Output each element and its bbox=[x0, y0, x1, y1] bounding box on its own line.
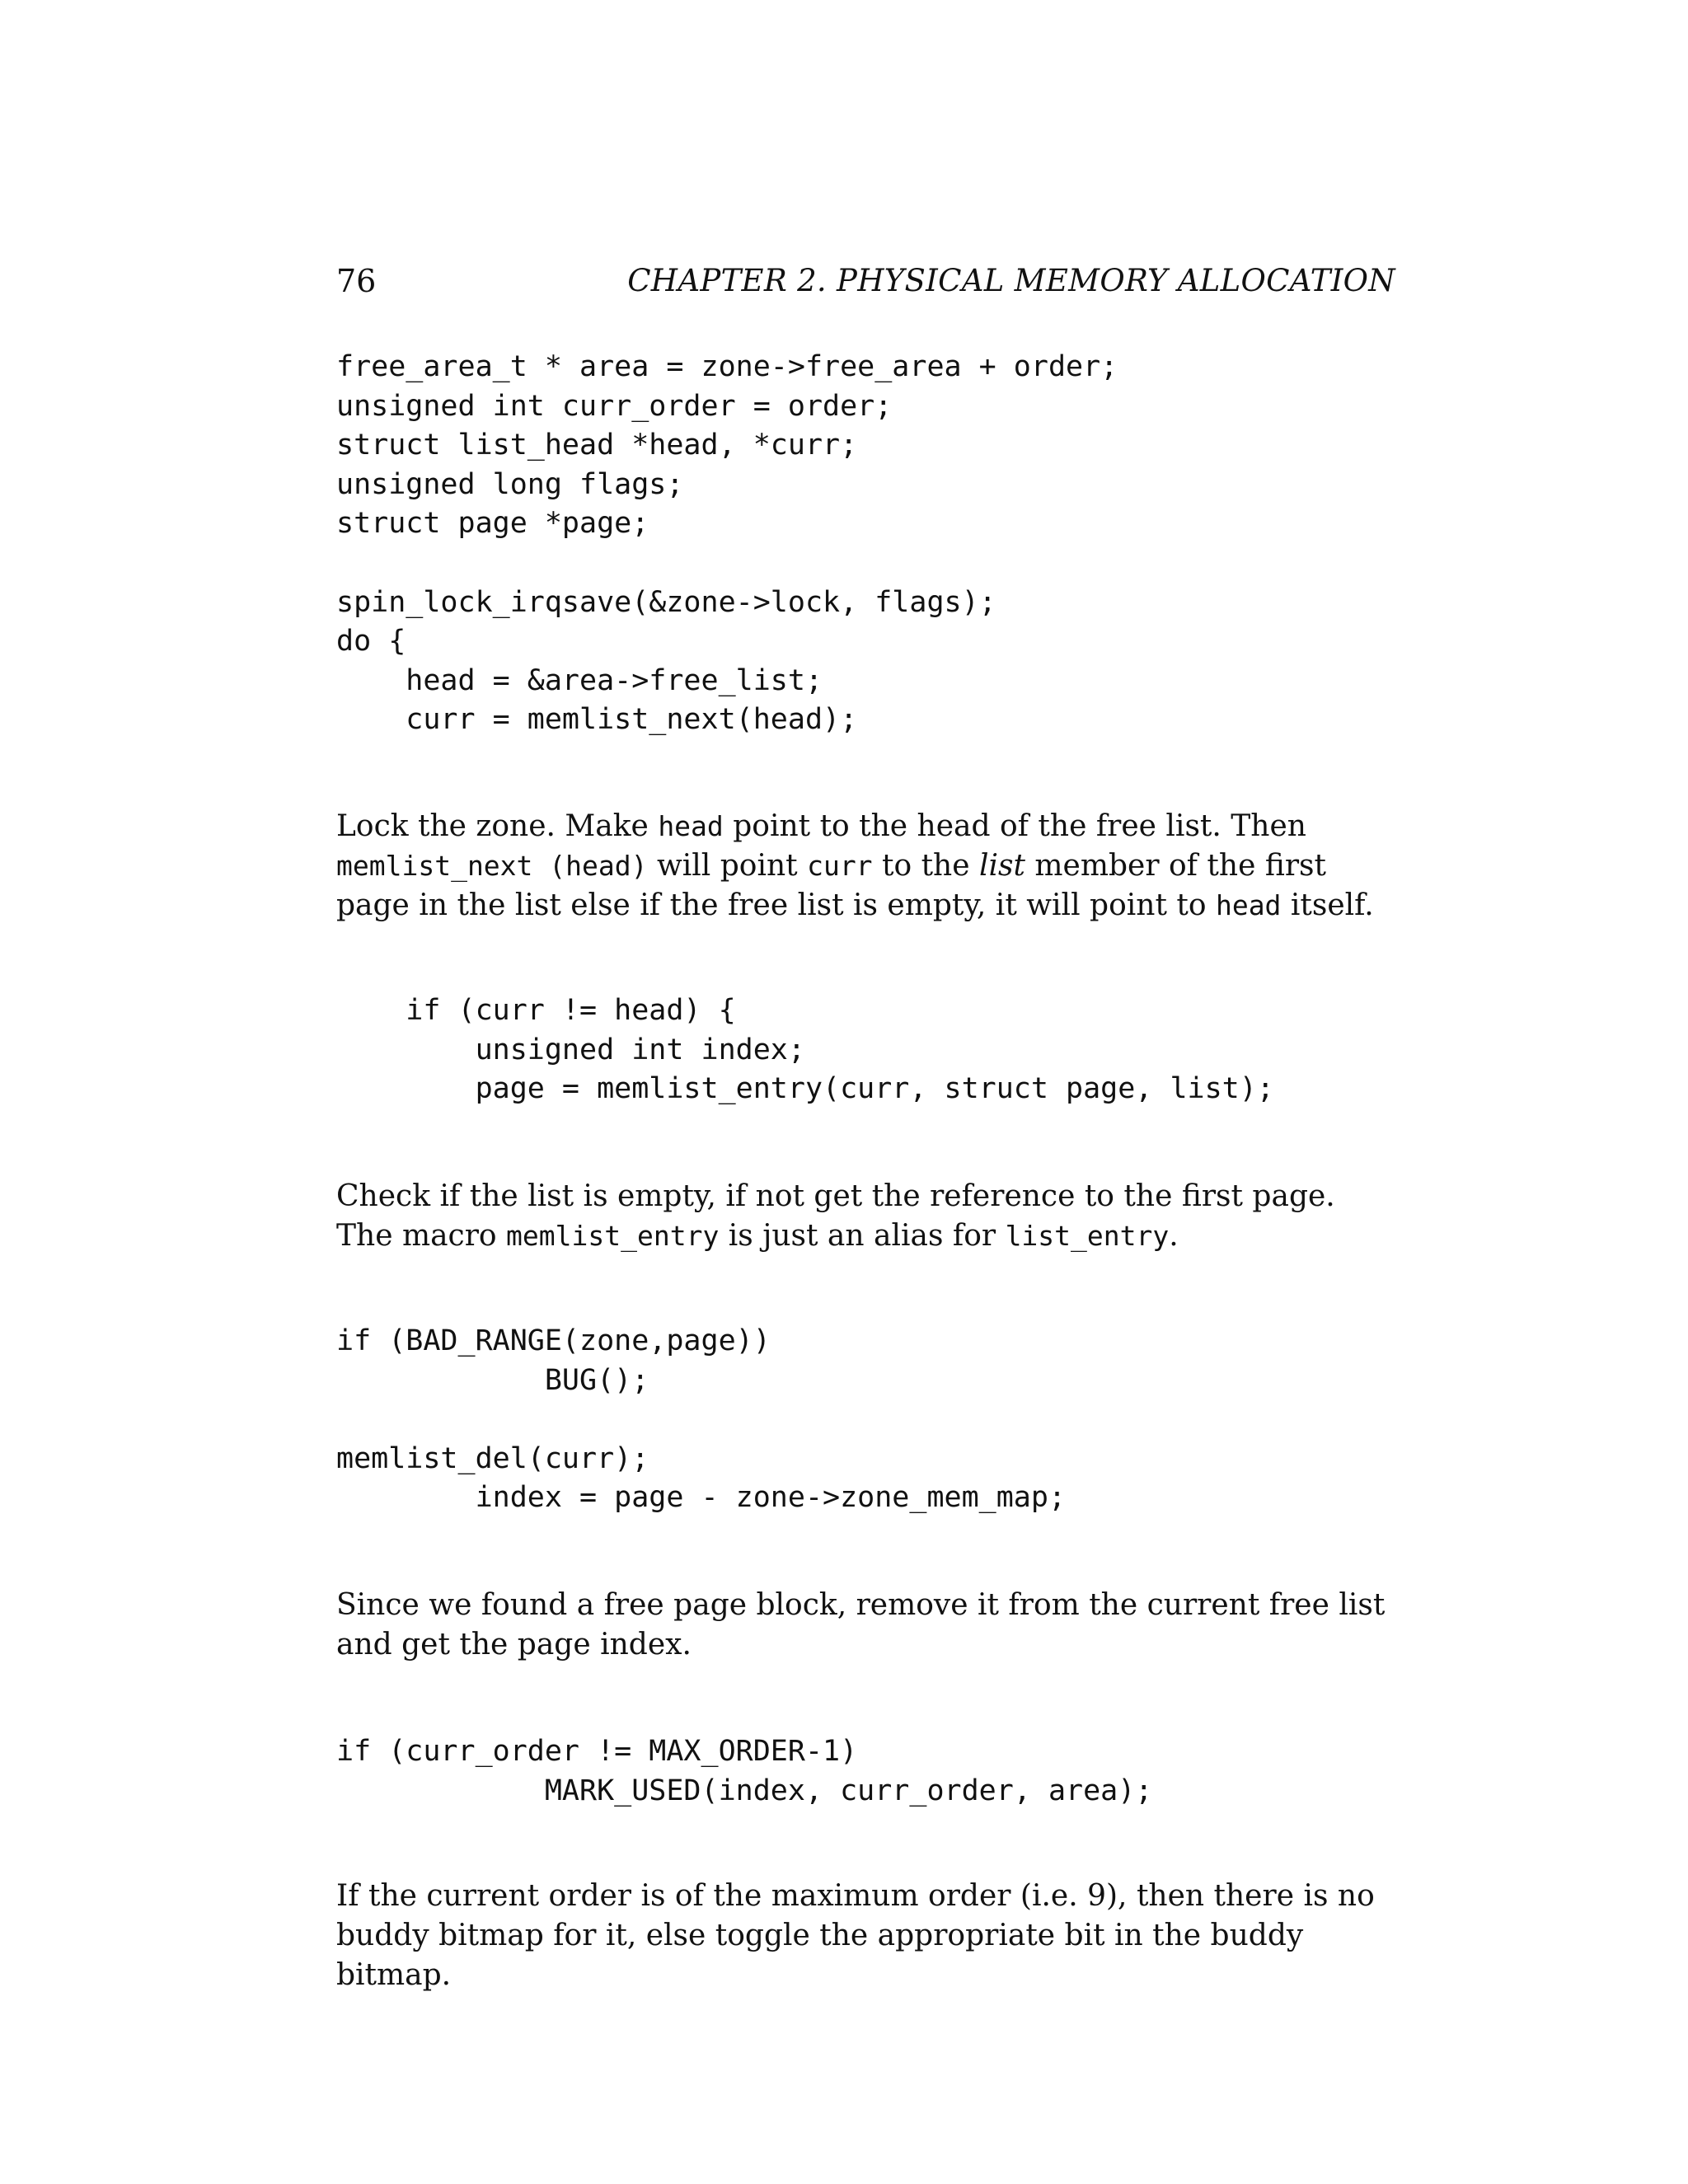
paragraph-2: Check if the list is empty, if not get the reference to the first page. The macro memlist_entry is just an alias for list_entry. bbox=[336, 1179, 1335, 1253]
paragraph-3: Since we found a free page block, remove it from the current free list and get the page index. bbox=[336, 1588, 1386, 1661]
running-header bbox=[336, 260, 1395, 307]
paragraph-1: Lock the zone. Make head point to the head of the free list. Then memlist_next (head) will point curr to the list member of the first page in the list else if the free list is empty, it will point to head itself. bbox=[336, 809, 1374, 922]
code-block-1: free_area_t * area = zone->free_area + order; unsigned int curr_order = order; struct list_head *head, *curr; unsigned long flags; struct page *page; spin_lock_irqsave(&zone->lock, flags); do { head = &area->free_list; curr = memlist_next(head); bbox=[336, 350, 1118, 737]
paragraph-4: If the current order is of the maximum order (i.e. 9), then there is no buddy bitmap for it, else toggle the appropriate bit in the buddy bitmap. bbox=[336, 1879, 1375, 1992]
code-block-3: if (BAD_RANGE(zone,page)) BUG(); memlist_del(curr); index = page - zone->zone_mem_map; bbox=[336, 1324, 1067, 1515]
code-block-2: if (curr != head) { unsigned int index; page = memlist_entry(curr, struct page, list); bbox=[406, 994, 1274, 1106]
page-number: 76 bbox=[336, 263, 377, 299]
code-block-4: if (curr_order != MAX_ORDER-1) MARK_USED(index, curr_order, area); bbox=[336, 1735, 1153, 1807]
chapter-title: CHAPTER 2. PHYSICAL MEMORY ALLOCATION bbox=[627, 263, 1395, 298]
